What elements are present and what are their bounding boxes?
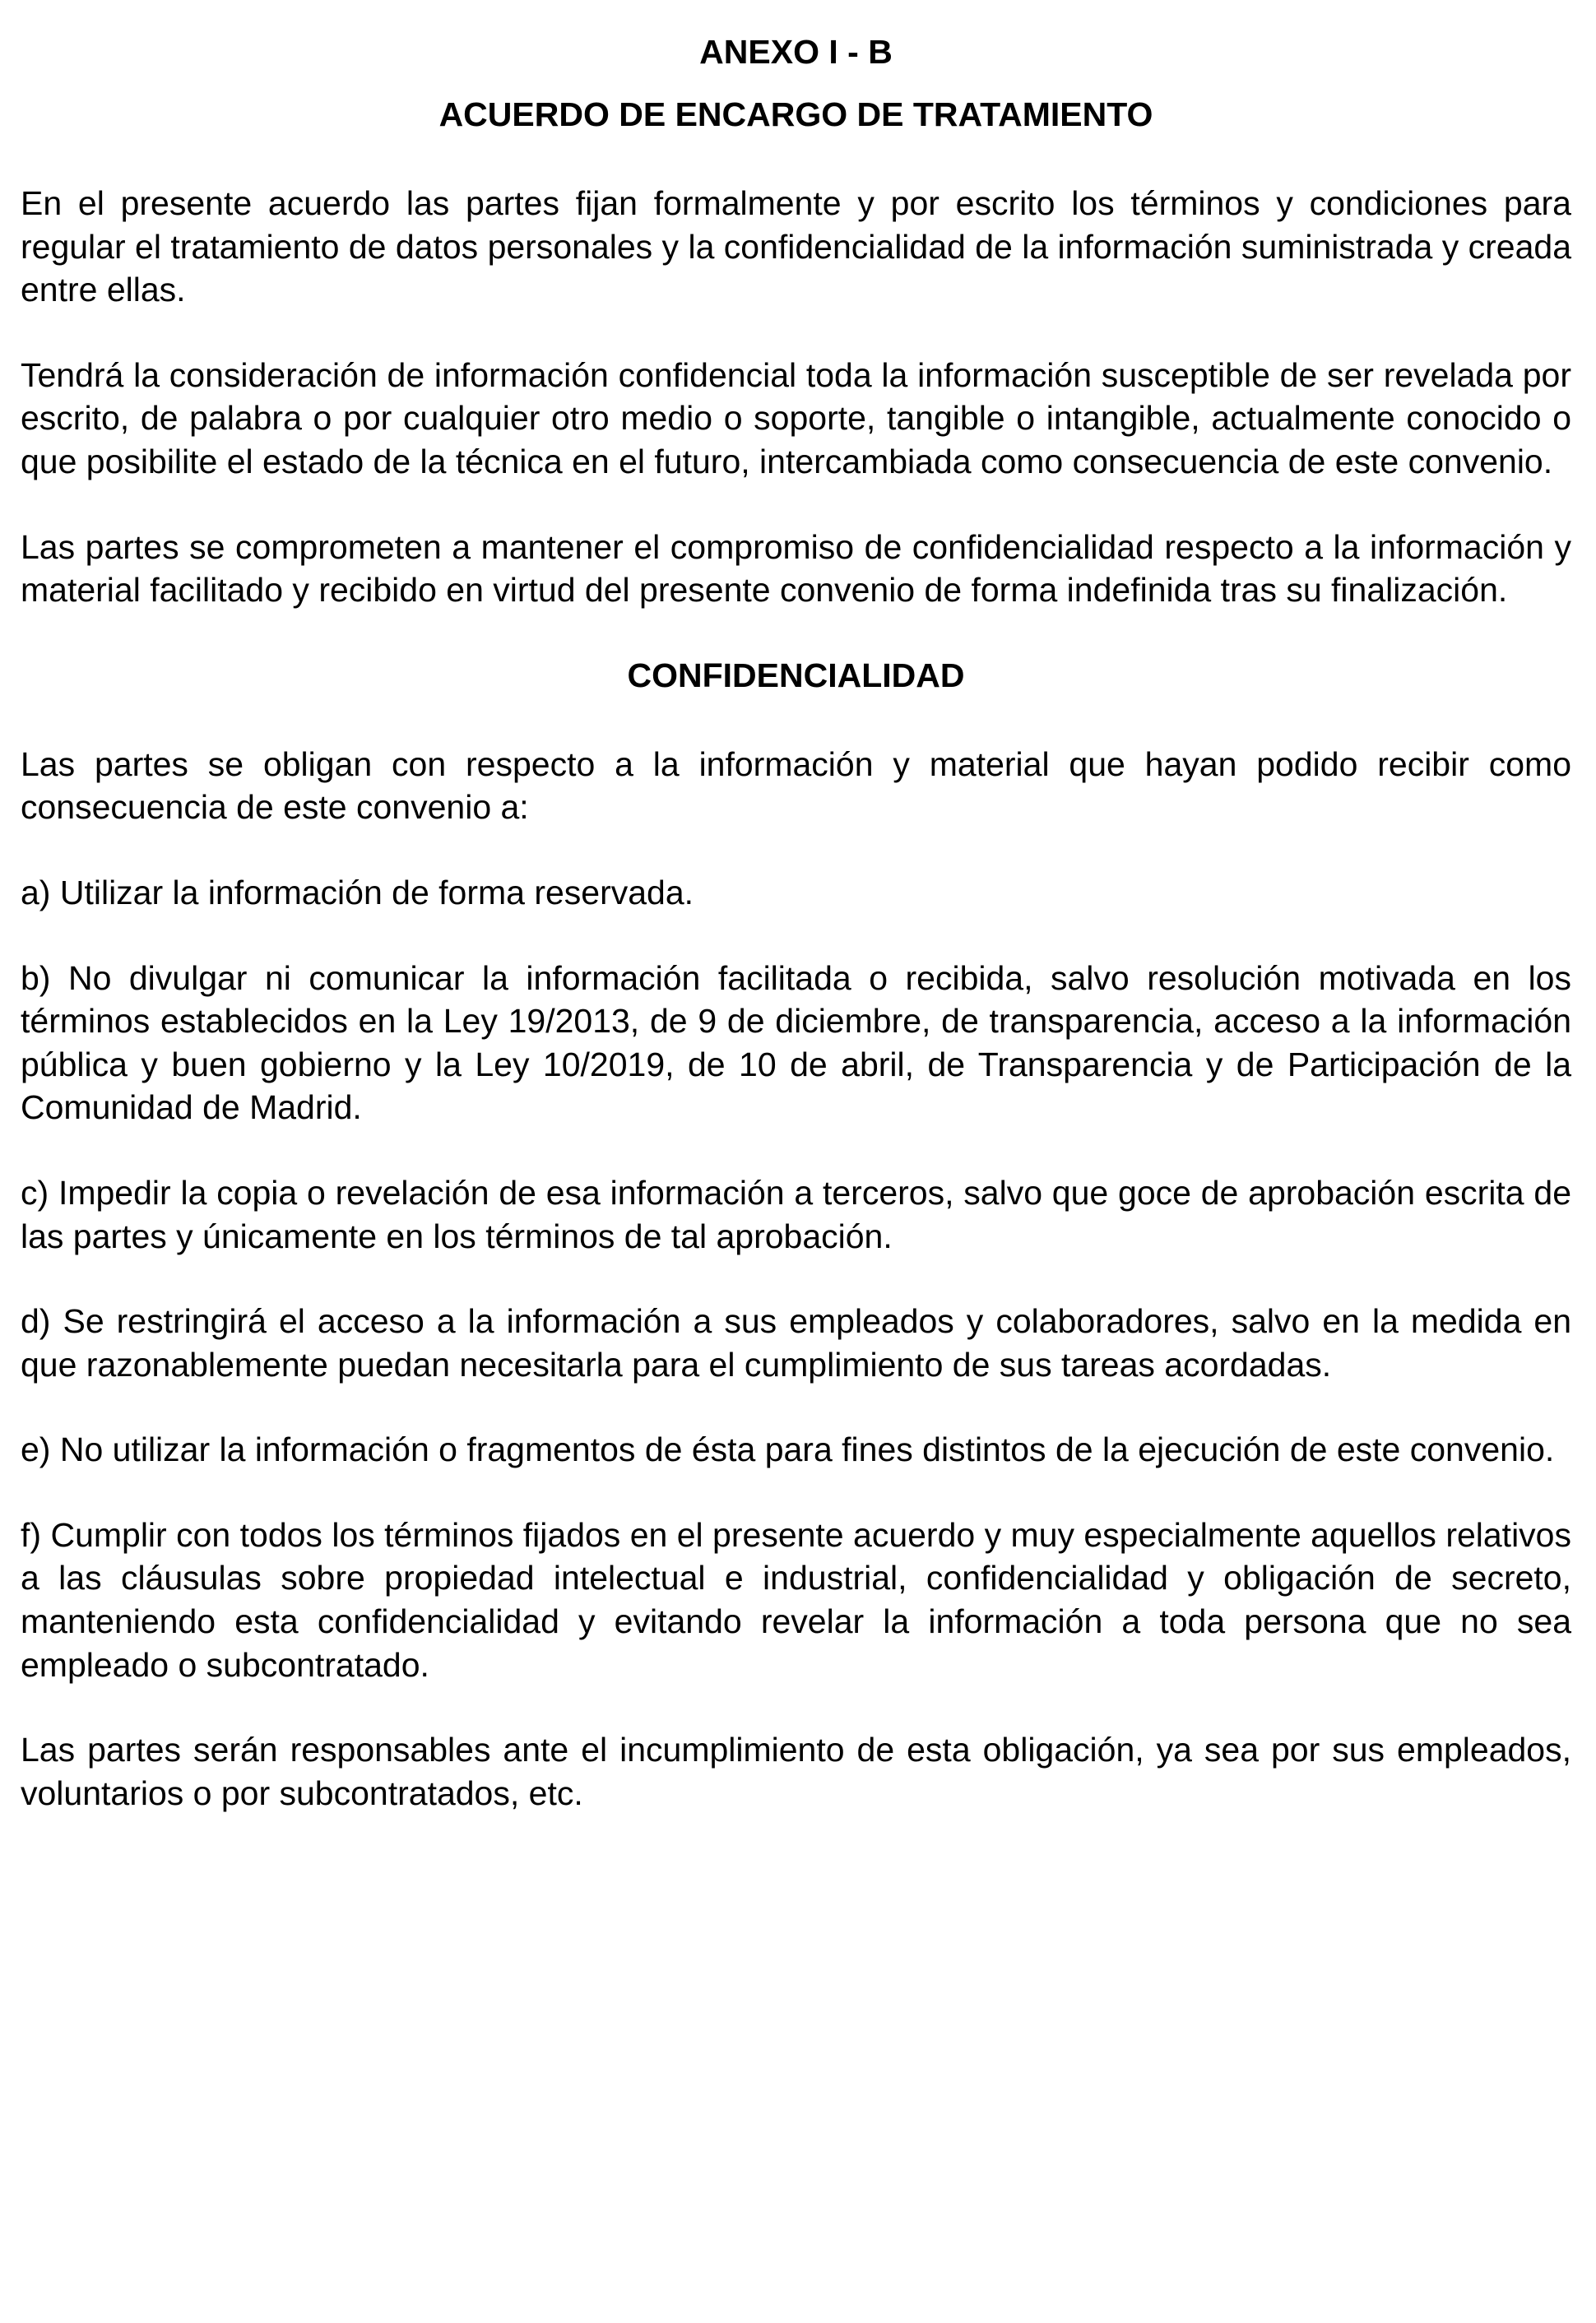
obligation-item-a: a) Utilizar la información de forma reservada. <box>21 873 694 911</box>
document-body <box>21 0 1571 1815</box>
obligation-item-b: b) No divulgar ni comunicar la información facilitada o recibida, salvo resolución motivada en los términos establecidos en la Ley 19/2013, de 9 de diciembre, de transparencia, acceso a la información pública y buen gobierno y la Ley 10/2019, de 10 de abril, de Transparencia y de Participación de la Comunidad de Madrid. <box>21 958 1571 1127</box>
obligations-intro-paragraph: Las partes se obligan con respecto a la información y material que hayan podido recibir como consecuencia de este convenio a: <box>21 744 1571 827</box>
confidential-info-paragraph: Tendrá la consideración de información confidencial toda la información susceptible de ser revelada por escrito, de palabra o por cualquier otro medio o soporte, tangible o intangible, actualmente conocido o que posibilite el estado de la técnica en el futuro, intercambiada como consecuencia de este convenio. <box>21 355 1571 480</box>
obligation-item-d: d) Se restringirá el acceso a la información a sus empleados y colaboradores, salvo en la medida en que razonablemente puedan necesitarla para el cumplimiento de sus tareas acordadas. <box>21 1302 1571 1384</box>
intro-paragraph: En el presente acuerdo las partes fijan formalmente y por escrito los términos y condiciones para regular el tratamiento de datos personales y la confidencialidad de la información suministrada y creada entre ellas. <box>21 184 1571 309</box>
responsibility-paragraph: Las partes serán responsables ante el incumplimiento de esta obligación, ya sea por sus empleados, voluntarios o por subcontratados, etc. <box>21 1731 1571 1812</box>
obligation-item-c: c) Impedir la copia o revelación de esa información a terceros, salvo que goce de aprobación escrita de las partes y únicamente en los términos de tal aprobación. <box>21 1173 1571 1255</box>
obligation-item-f: f) Cumplir con todos los términos fijados en el presente acuerdo y muy especialmente aquellos relativos a las cláusulas sobre propiedad intelectual e industrial, confidencialidad y obligación de secreto, manteniendo esta confidencialidad y evitando revelar la información a toda persona que no sea empleado o subcontratado. <box>21 1515 1571 1684</box>
obligation-item-e: e) No utilizar la información o fragmentos de ésta para fines distintos de la ejecución de este convenio. <box>21 1430 1555 1469</box>
annex-title: ANEXO I - B <box>699 33 893 71</box>
agreement-title: ACUERDO DE ENCARGO DE TRATAMIENTO <box>438 95 1153 133</box>
commitment-paragraph: Las partes se comprometen a mantener el compromiso de confidencialidad respecto a la información y material facilitado y recibido en virtud del presente convenio de forma indefinida tras su finalización. <box>21 527 1571 610</box>
section-title-confidencialidad: CONFIDENCIALIDAD <box>627 656 965 694</box>
